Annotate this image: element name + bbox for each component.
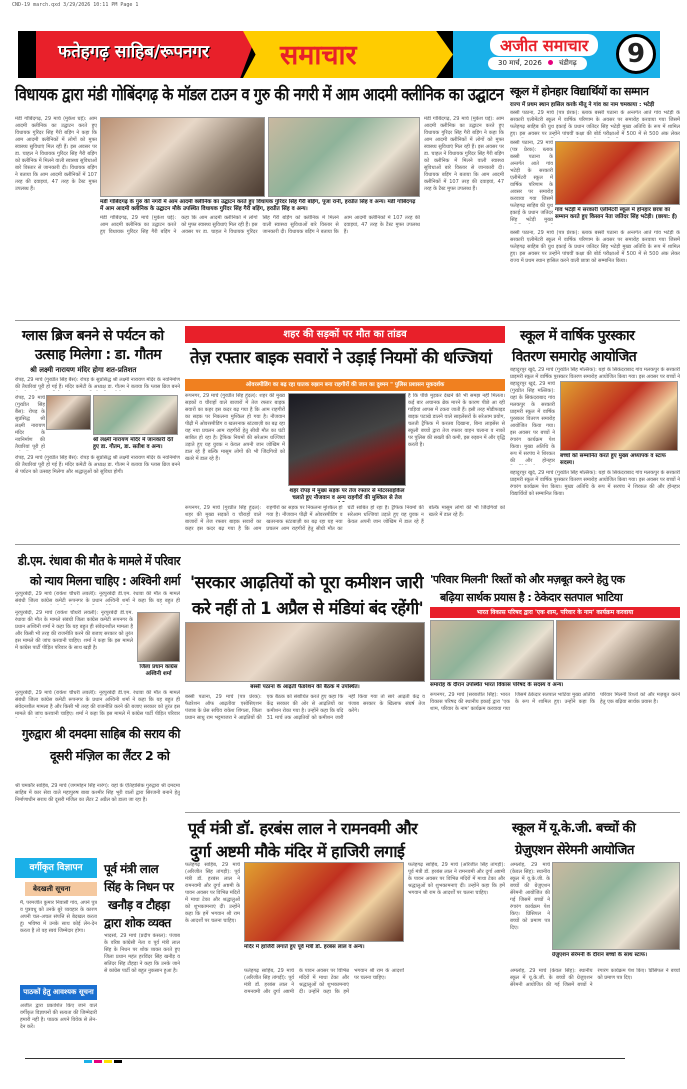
headline-damdama-1: गुरुद्वारा श्री दमदमा साहिब की सराय की: [22, 726, 180, 741]
headline-harbans-lal-1: पूर्व मंत्री डॉ. हरबंस लाल ने रामनवमी और: [188, 819, 418, 838]
photo-harbans-lal: [244, 862, 404, 942]
headline-commission-1: 'सरकार आढ़तियों को पूरा कमीशन जारी: [190, 573, 423, 593]
story-glass-bridge-body: रोपड़, 29 मार्च (गुरप्रीत सिंह बैंस): रोपड़ के सुप्रसिद्ध श्री लक्ष्मी नारायण मंदिर के नवनिर्माण की तैयारियां पूरी हो गई हैं। मंदिर कमेटी के अध्यक्ष डा. गौतम ने बताया कि ग्लास ब्रिज बनने: [15, 377, 180, 390]
story-annual-prize-body-3: बहादुरपुर खुर्द, 29 मार्च (गुरप्रीत सिंह मल्लिक): यहां के सिकंदराबाद गांव मलकपुर के सरकारी प्राइमरी स्कूल में वार्षिक पुरस्कार वितरण समारोह आयोजित किया गया। इस अवसर पर बच्चों ने रंगारंग कार्यक्रम पेश किया। मुख्य अतिथि के रूप में सरपंच ने शिरकत की और होनहार विद्यार्थियों को सम्मानित किया।: [510, 470, 680, 497]
banner-road-deaths: शहर की सड़कों पर मौत का तांडव: [185, 326, 505, 343]
story-damdama-body: श्री चमकौर साहिब, 29 मार्च (जगमोहन सिंह नारंग): यहां के ऐतिहासिक गुरुद्वारा श्री दमदमा साहिब में कार सेवा वाले महापुरुष बाबा कश्मीर सिंह भूरी वालों द्वारा सिरजनी बनाने हेतु निर्माणाधीन सराय की दूसरी मंजिल का लैंटर 2 अप्रैल को डाला जा रहा है।: [15, 783, 180, 803]
story-school-honour-body-2: बस्सी पठाना, 29 मार्च (पत्र प्रेरक): ब्लाक बस्सी पठाना के अन्तर्गत आते गांव भटेड़ी के सरकारी एलीमेंटरी स्कूल में वार्षिक परिणाम के अवसर पर समारोह करवाया गया जिसमें फतेहगढ़ साहिब की युथ इकाई के प्रधान जतिंदर सिंह भटेड़ी मुख्य: [510, 140, 553, 223]
headline-lal-singh-3: खनौड़ व टौहड़ा: [108, 898, 170, 912]
headline-commission-2: करे नहीं तो 1 अप्रैल से मंडियां बंद रहेंगी': [192, 599, 424, 619]
subhead-glass-bridge: श्री लक्ष्मी नारायण मंदिर होगा शत-प्रतिशत: [30, 366, 137, 374]
headline-glass-bridge-2: उत्साह मिलेगा : डा. गौतम: [35, 347, 162, 363]
photo-parivar-milni-2: [556, 620, 680, 680]
story-annual-prize-body: बहादुरपुर खुर्द, 29 मार्च (गुरप्रीत सिंह मल्लिक): यहां के सिकंदराबाद गांव मलकपुर के सरकारी प्राइमरी स्कूल में वार्षिक पुरस्कार वितरण समारोह आयोजित किया गया। इस अवसर पर बच्चों ने: [510, 367, 680, 379]
photo-clinic-1: [100, 117, 265, 197]
headline-damdama-2: दूसरी मंज़िल का लैंटर 2 को: [50, 748, 170, 763]
caption-parivar-milni: समारोह के दौरान उपस्थित भारत विकास परिषद के सदस्य व अन्य।: [430, 682, 564, 688]
headline-glass-bridge-1: ग्लास ब्रिज बनने से पर्यटन को: [22, 328, 164, 344]
classifieds-header: वर्गीकृत विज्ञापन: [15, 858, 97, 878]
photo-bike-riders: [288, 393, 406, 486]
photo-annual-prize: [560, 381, 678, 451]
story-bike-body: रूपनगर, 29 मार्च (गुरप्रीत सिंह हुंदल): शहर की मुख्य सड़कों व चौराहों वाले बाजारों में तेज रफ्तार बाइक सवारों का कहर इस कदर बढ़ गया है कि आम राहगीरों का सड़क पर निकलना मुश्किल हो गया है। नौजवान पीढ़ी में ओवरस्पीडिंग व खतरनाक स्टंटबाज़ी का बढ़ रहा यह नया प्रचलन आम राहगीरों हेतु सीधी मौत का घंटी साबित हो रहा है। ट्रैफिक नियमों की सरेआम धज्जियां उड़ाते हुए यह युवक न केवल अपनी जान जोखिम में डाल रहे हैं बल्कि मासूम लोगों की भी जिंदगियों को खतरे में डाल रहे हैं।: [185, 393, 285, 462]
story-harbans-lal-body-3: फतेहगढ़ साहिब, 29 मार्च (अरिजीत सिंह तांगड़ी): पूर्व मंत्री डॉ. हरबंस लाल ने रामनवमी और दुर्गा अष्टमी के पावन अवसर पर विभिन्न मंदिरों में माथा टेका और श्रद्धालुओं को शुभकामनाएं दीं। उन्होंने कहा कि हमें भगवान श्री राम के आदर्शों पर चलना चाहिए।: [408, 862, 505, 896]
headline-school-honour: स्कूल में होनहार विद्यार्थियों का सम्मान: [510, 85, 649, 98]
caption-annual-prize: बच्चों को सम्मानित करते हुए मुख्य अध्यापक व स्टाफ सदस्य।: [560, 453, 666, 466]
caption-school-honour: गांव भटेड़ी में सरकारी एलीमेंटरी स्कूल में होनहार छात्रा का सम्मान करते हुए किसान नेता जतिंदर सिंह भटेड़ी। (छाया: ईं): [555, 207, 678, 220]
story-harbans-lal-body-2: फतेहगढ़ साहिब, 29 मार्च (अरिजीत सिंह तांगड़ी): पूर्व मंत्री डॉ. हरबंस लाल ने रामनवमी और दुर्गा अष्टमी के पावन अवसर पर विभिन्न मंदिरों में माथा टेका और श्रद्धालुओं को शुभकामनाएं दीं। उन्होंने कहा कि हमें भगवान श्री राम के आदर्शों पर चलना चाहिए।: [244, 968, 404, 995]
story-randhawa-body-2: नूरपुरबेदी, 29 मार्च (राकेश चौधरी लवली): नूरपुरबेदी डी.एम. रंधावा की मौत के मामले संबंधी जिला कांग्रेस कमेटी रूपनगर के प्रधान अश्विनी शर्मा ने कहा कि यह बहुत ही संवेदनशील मामला है और किसी भी तरह की राजनीति करने की बजाए सरकार को तुरंत इस मामले की जांच करवानी चाहिए। शर्मा ने कहा कि इस मामले में कांग्रेस पार्टी पीड़ित परिवार के साथ खड़ी है।: [15, 610, 133, 651]
headline-parivar-milni-2: बढ़िया सार्थक प्रयास है : ठेकेदार सतपाल भाटिया: [440, 591, 623, 604]
headline-parivar-milni-1: 'परिवार मिलनी' रिश्तों को और मज़बूत करने हेतु एक: [430, 573, 625, 586]
caption-commission: बस्सी पठाना के आढ़ती फैडरेशन की बैठक में उपस्थित।: [250, 684, 360, 690]
readers-notice-body: अजीत द्वारा प्रकाशित किए जाने वाले वर्गीकृत विज्ञापनों की सत्यता की जिम्मेदारी हमारी नहीं है। पाठक अपने विवेक से लेन-देन करें।: [20, 1003, 97, 1030]
photo-school-honour: [555, 141, 680, 205]
photo-ukg: [552, 862, 680, 950]
banner-bharat-vikas: भारत विकास परिषद द्वारा 'एक शाम, परिवार के नाम' कार्यक्रम करवाया: [430, 607, 680, 618]
headline-lal-singh-1: पूर्व मंत्री लाल: [104, 862, 159, 876]
story-clinic-body-2: मंडी गोबिंदगढ़, 29 मार्च (मुकेश घई): आम आदमी क्लीनिक का उद्घाटन करते हुए विधायक गुरिंदर सिंह गैरी बड़िंग ने कहा कि आम आदमी क्लीनिकों में लोगों को मुफ्त स्वास्थ्य सुविधाएं मिल रही हैं। इस अवसर पर डा. चाहल ने विधायक गुरिंदर सिंह गैरी बड़िंग को क्लीनिक में मिलने वाली स्वास्थ्य सुविधाओं बारे विस्तार से जानकारी दी। विधायक बड़िंग ने बताया कि आम आदमी क्लीनिकों में 107 तरह की दवाइयां, 47 तरह के टैस्ट मुफ्त उपलब्ध हैं।: [100, 215, 420, 235]
headline-randhawa-2: को न्याय मिलना चाहिए : अश्विनी शर्मा: [30, 573, 181, 588]
story-ukg-body-2: अमलोह, 29 मार्च (केवल सिंह): स्थानीय स्कूल में यू.के.जी. के बच्चों की ग्रेज़ुएशन सेरेमनी आयोजित की गई जिसमें बच्चों ने रंगारंग कार्यक्रम पेश किए। प्रिंसिपल ने बच्चों को प्रमाण पत्र दिए।: [510, 968, 680, 988]
story-bike-body-3: रूपनगर, 29 मार्च (गुरप्रीत सिंह हुंदल): शहर की मुख्य सड़कों व चौराहों वाले बाजारों में तेज रफ्तार बाइक सवारों का कहर इस कदर बढ़ गया है कि आम राहगीरों का सड़क पर निकलना मुश्किल हो गया है। नौजवान पीढ़ी में ओवरस्पीडिंग व खतरनाक स्टंटबाज़ी का बढ़ रहा यह नया प्रचलन आम राहगीरों हेतु सीधी मौत का घंटी साबित हो रहा है। ट्रैफिक नियमों की सरेआम धज्जियां उड़ाते हुए यह युवक न केवल अपनी जान जोखिम में डाल रहे हैं बल्कि मासूम लोगों की भी जिंदगियों को खतरे में डाल रहे हैं।: [185, 505, 505, 532]
dateline: [488, 57, 587, 70]
story-clinic-body: मंडी गोबिंदगढ़, 29 मार्च (मुकेश घई): आम आदमी क्लीनिक का उद्घाटन करते हुए विधायक गुरिंदर सिंह गैरी बड़िंग ने कहा कि आम आदमी क्लीनिकों में लोगों को मुफ्त स्वास्थ्य सुविधाएं मिल रही हैं। इस अवसर पर डा. चाहल ने विधायक गुरिंदर सिंह गैरी बड़िंग को क्लीनिक में मिलने वाली स्वास्थ्य सुविधाओं बारे विस्तार से जानकारी दी। विधायक बड़िंग ने बताया कि आम आदमी क्लीनिकों में 107 तरह की दवाइयां, 47 तरह के टैस्ट मुफ्त उपलब्ध हैं।: [15, 116, 97, 192]
caption-harbans-lal: मंदिर में हाजिरी लगाते हुए पूर्व मंत्री डॉ. हरबंस लाल व अन्य।: [244, 944, 365, 950]
story-randhawa-body: नूरपुरबेदी, 29 मार्च (राकेश चौधरी लवली): नूरपुरबेदी डी.एम. रंधावा की मौत के मामले संबंधी जिला कांग्रेस कमेटी रूपनगर के प्रधान अश्विनी शर्मा ने कहा कि यह बहुत ही: [15, 591, 180, 604]
masthead: [18, 31, 660, 78]
headline-randhawa-1: डी.एम. रंधावा की मौत के मामले में परिवार: [18, 553, 181, 568]
headline-lal-singh-4: द्वारा शोक व्यक्त: [104, 916, 171, 930]
story-parivar-milni-body: रूपनगर, 29 मार्च (सरबजीत सिंह): भारत विकास परिषद की स्थानीय इकाई द्वारा 'एक शाम, परिवार के नाम' कार्यक्रम करवाया गया जिसमें ठेकेदार सतपाल भाटिया मुख्य अतिथि के रूप में शामिल हुए। उन्होंने कहा कि परिवार मिलनी रिश्तों को और मज़बूत करने हेतु एक बढ़िया सार्थक प्रयास है।: [430, 692, 680, 712]
story-annual-prize-body-2: बहादुरपुर खुर्द, 29 मार्च (गुरप्रीत सिंह मल्लिक): यहां के सिकंदराबाद गांव मलकपुर के सरकारी प्राइमरी स्कूल में वार्षिक पुरस्कार वितरण समारोह आयोजित किया गया। इस अवसर पर बच्चों ने रंगारंग कार्यक्रम पेश किया। मुख्य अतिथि के रूप में सरपंच ने शिरकत की और होनहार: [510, 381, 555, 464]
readers-notice-title: पाठकों हेतु आवश्यक सूचना: [20, 985, 97, 1000]
subbanner-overspeeding: ओवरस्पीडिंग का बढ़ रहा घातक रुझान बना राहगीरों की जान का दुश्मन " पुलिस प्रशासन मूकदर्शक: [185, 379, 505, 391]
headline-ukg-2: ग्रेज़ुएशन सेरेमनी आयोजित: [515, 843, 634, 858]
photo-glass-bridge-1: [46, 395, 91, 430]
story-lal-singh-body: भादसों, 29 मार्च (प्रदीप कंसल): पंजाब के वरिष्ठ कांग्रेसी नेता व पूर्व मंत्री लाल सिंह के निधन पर शोक व्यक्त करते हुए जिला प्रधान महंत हरविंदर सिंह खनौड़ व सतिंदर सिंह टौहड़ा ने कहा कि उनके जाने से कांग्रेस पार्टी को बहुत नुकसान हुआ है।: [104, 933, 180, 974]
caption-clinic: मंडी गोबिंदगढ़ के गुरु की नगरी में आम आदमी क्लीनिक का उद्घाटन करते हुए विधायक गुरिंदर सिंह गैरी बड़िंग, पूजा रानी, हरप्रीत सिंह व अन्य। मंडी गोबिंदगढ़ में आम आदमी क्लीनिक के उद्घाटन मौके उपस्थित विधायक गुरिंदर सिंह गैरी बड़िंग, हरप्रीत सिंह व अन्य।: [100, 199, 416, 212]
headline-harbans-lal-2: दुर्गा अष्टमी मौके मंदिर में हाजिरी लगाई: [190, 842, 405, 861]
photo-clinic-2: [268, 117, 420, 197]
eviction-notice-title: बेदखली सूचना: [25, 882, 97, 896]
print-slug: CND-19 march.qxd 3/29/2026 10:11 PM Page 1: [12, 2, 139, 8]
photo-commission: [185, 622, 425, 682]
section-title: फतेहगढ़ साहिब/रूपनगर: [58, 42, 209, 62]
headline-bike-riders: तेज़ रफ्तार बाइक सवारों ने उड़ाई नियमों की धज्जियां: [190, 348, 492, 367]
story-bike-body-2: है कि पीछे मुड़कर देखने की भी समझ नहीं मिलता। कई बार अचानक ब्रेक मारने के कारण पीछे आ रही गाड़ियां आपस में टकरा जाती हैं। इसी तरह मोडीफाइड बाइक पटाखे डालने वाले साइलेंसरों के सरेआम प्रयोग, चलती ट्रैफिक में करतब दिखाना, बिना लाइसेंस से स्कूली बच्चों द्वारा तेज रफ्तार वाहन चलाना व नाकों पर पुलिस की सख्ती की कमी, इस रुझान में और वृद्धि करती है।: [408, 393, 505, 448]
city: चंडीगढ़: [558, 59, 577, 67]
story-glass-bridge-body-2: रोपड़, 29 मार्च (गुरप्रीत सिंह बैंस): रोपड़ के सुप्रसिद्ध श्री लक्ष्मी नारायण मंदिर के नवनिर्माण की तैयारियां पूरी हो: [15, 395, 45, 450]
newspaper-name: अजीत समाचार: [490, 34, 598, 56]
color-registration-marks: [84, 1060, 122, 1063]
eviction-notice-body: मैं, परमजीत कुमार निवासी गांव, अपने पुत्र व पुत्रवधू को उनके बुरे व्यवहार के कारण अपनी चल-अचल संपत्ति से बेदखल करता हूं। भविष्य में उनके साथ कोई लेन-देन करता है तो वह स्वयं जिम्मेदार होगा।: [20, 900, 97, 934]
caption-ukg: ग्रेज़ुएशन सेरेमनी के दौरान बच्चों के साथ स्टाफ।: [552, 952, 648, 958]
headline-annual-prize-2: वितरण समारोह आयोजित: [512, 349, 637, 365]
photo-parivar-milni-1: [430, 620, 554, 680]
story-randhawa-body-3: नूरपुरबेदी, 29 मार्च (राकेश चौधरी लवली): नूरपुरबेदी डी.एम. रंधावा की मौत के मामले संबंधी जिला कांग्रेस कमेटी रूपनगर के प्रधान अश्विनी शर्मा ने कहा कि यह बहुत ही संवेदनशील मामला है और किसी भी तरह की राजनीति करने की बजाए सरकार को तुरंत इस मामले की जांच करवानी चाहिए। शर्मा ने कहा कि इस मामले में कांग्रेस पार्टी पीड़ित परिवार: [15, 690, 180, 717]
section-label: समाचार: [280, 40, 357, 71]
photo-glass-bridge-2: [93, 395, 178, 435]
page-number: 9: [616, 34, 656, 74]
headline-lal-singh-2: सिंह के निधन पर: [104, 880, 174, 894]
headline-annual-prize-1: स्कूल में वार्षिक पुरस्कार: [520, 328, 635, 344]
photo-ashwani-sharma: [137, 612, 180, 662]
story-ukg-body: अमलोह, 29 मार्च (केवल सिंह): स्थानीय स्कूल में यू.के.जी. के बच्चों की ग्रेज़ुएशन सेरेमनी आयोजित की गई जिसमें बच्चों ने रंगारंग कार्यक्रम पेश किए। प्रिंसिपल ने बच्चों को प्रमाण पत्र दिए।: [510, 862, 550, 931]
subhead-school-honour: राज्य में प्रथम स्थान हासिल करके मीतू ने गांव का नाम चमकाया : भटेड़ी: [510, 102, 655, 108]
caption-ashwani-sharma: जिला प्रधान कांग्रेस अश्विनी शर्मा: [139, 664, 178, 677]
story-school-honour-body-3: बस्सी पठाना, 29 मार्च (पत्र प्रेरक): ब्लाक बस्सी पठाना के अन्तर्गत आते गांव भटेड़ी के सरकारी एलीमेंटरी स्कूल में वार्षिक परिणाम के अवसर पर समारोह करवाया गया जिसमें फतेहगढ़ साहिब की युथ इकाई के प्रधान जतिंदर सिंह भटेड़ी मुख्य अतिथि के रूप में शामिल हुए। इस अवसर पर उन्होंने पांचवीं कक्षा की बोर्ड परीक्षाओं में 500 में से 500 अंक लेकर राज्य में प्रथम स्थान हासिल करने वाली छात्रा को सम्मानित किया।: [510, 230, 680, 264]
date: 30 मार्च, 2026: [498, 59, 542, 67]
caption-glass-bridge: श्री लक्ष्मी नारायण मंदिर में जानकारी देते हुए डा. गौतम, डा. सतीश व अन्य।: [93, 437, 174, 450]
story-school-honour-body: बस्सी पठाना, 29 मार्च (पत्र प्रेरक): ब्लाक बस्सी पठाना के अन्तर्गत आते गांव भटेड़ी के सरकारी एलीमेंटरी स्कूल में वार्षिक परिणाम के अवसर पर समारोह करवाया गया जिसमें फतेहगढ़ साहिब की युथ इकाई के प्रधान जतिंदर सिंह भटेड़ी मुख्य अतिथि के रूप में शामिल हुए। इस अवसर पर उन्होंने पांचवीं कक्षा की बोर्ड परीक्षाओं में 500 में से 500 अंक लेकर: [510, 110, 680, 137]
story-harbans-lal-body: फतेहगढ़ साहिब, 29 मार्च (अरिजीत सिंह तांगड़ी): पूर्व मंत्री डॉ. हरबंस लाल ने रामनवमी और दुर्गा अष्टमी के पावन अवसर पर विभिन्न मंदिरों में माथा टेका और श्रद्धालुओं को शुभकामनाएं दीं। उन्होंने कहा कि हमें भगवान श्री राम के आदर्शों पर चलना चाहिए।: [185, 862, 240, 924]
story-commission-body: बस्सी पठाना, 29 मार्च (पत्र प्रेरक): फैडरेशन ऑफ आढ़तीया एसोसिएशन पंजाब के प्रेस सचिव राकेश शिंगला, जिला प्रधान साधु राम भट्टमाजरा ने आढ़तियों की एक बैठक को संबोधित करते हुए कहा कि केंद्र सरकार की ओर से आढ़तियों का कमीशन रोका गया है। उन्होंने कहा कि यदि 31 मार्च तक आढ़तियों को कमीशन जारी नहीं किया गया तो सारे आढ़ती केंद्र व पंजाब सरकार के खिलाफ संघर्ष तेज करेंगे।: [185, 694, 425, 721]
story-glass-bridge-body-3: रोपड़, 29 मार्च (गुरप्रीत सिंह बैंस): रोपड़ के सुप्रसिद्ध श्री लक्ष्मी नारायण मंदिर के नवनिर्माण की तैयारियां पूरी हो गई हैं। मंदिर कमेटी के अध्यक्ष डा. गौतम ने बताया कि ग्लास ब्रिज बनने से पर्यटन को उत्साह मिलेगा और श्रद्धालुओं को सुविधा होगी।: [15, 455, 180, 475]
headline-ukg-1: स्कूल में यू.के.जी. बच्चों की: [512, 821, 636, 836]
caption-bike-riders: शहर रोपड़ में मुख्य सड़क पर तेज रफ्तार से मोटरसाइकिल चलाते हुए नौजवान व अन्य राहगीरों की मुश्किल से तेज: [289, 488, 405, 501]
headline-clinic: विधायक द्वारा मंडी गोबिंदगढ़ के मॉडल टाउन व गुरु की नगरी में आम आदमी क्लीनिक का उद्घाटन: [15, 85, 504, 105]
dot-icon: [548, 60, 553, 65]
story-clinic-body-3: मंडी गोबिंदगढ़, 29 मार्च (मुकेश घई): आम आदमी क्लीनिक का उद्घाटन करते हुए विधायक गुरिंदर सिंह गैरी बड़िंग ने कहा कि आम आदमी क्लीनिकों में लोगों को मुफ्त स्वास्थ्य सुविधाएं मिल रही हैं। इस अवसर पर डा. चाहल ने विधायक गुरिंदर सिंह गैरी बड़िंग को क्लीनिक में मिलने वाली स्वास्थ्य सुविधाओं बारे विस्तार से जानकारी दी। विधायक बड़िंग ने बताया कि आम आदमी क्लीनिकों में 107 तरह की दवाइयां, 47 तरह के टैस्ट मुफ्त उपलब्ध हैं।: [424, 116, 504, 192]
